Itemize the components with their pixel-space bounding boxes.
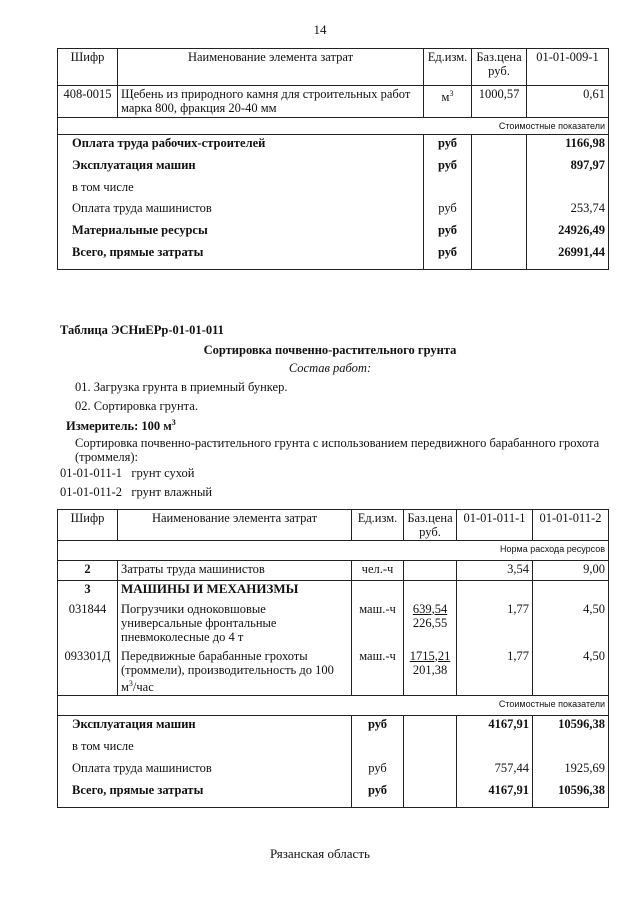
cost-value-1: 4167,91: [457, 782, 533, 808]
table-row: [58, 244, 609, 270]
row-value-2: 4,50: [533, 648, 609, 696]
page-number: 14: [313, 22, 327, 37]
cost-value: 897,97: [527, 157, 609, 179]
header-norm-code: 01-01-009-1: [527, 49, 609, 86]
row-code: 031844: [58, 601, 118, 648]
row-unit: маш.-ч: [352, 648, 404, 696]
cost-unit: руб: [424, 222, 472, 244]
table-row: [58, 200, 609, 222]
cost-value-1: 4167,91: [457, 716, 533, 738]
cost-name: Эксплуатация машин: [58, 157, 424, 179]
cost-value: 1166,98: [527, 135, 609, 157]
header-name: Наименование элемента затрат: [118, 49, 424, 86]
header-name: Наименование элемента затрат: [118, 510, 352, 541]
table-row: [58, 738, 609, 760]
work-step: 01. Загрузка грунта в приемный бункер.: [75, 380, 288, 394]
table-row: [58, 648, 609, 696]
header-code: Шифр: [58, 510, 118, 541]
cost-unit: руб: [352, 782, 404, 808]
resource-code: 408-0015: [58, 86, 118, 118]
row-name: МАШИНЫ И МЕХАНИЗМЫ: [118, 581, 352, 601]
table-row: [58, 157, 609, 179]
row-name: Погрузчики одноковшовые универсальные фронтальные пневмоколесные до 4 т: [118, 601, 352, 648]
cost-unit: руб: [424, 244, 472, 270]
table-row: [58, 135, 609, 157]
row-code: 2: [58, 561, 118, 581]
resource-value: 0,61: [527, 86, 609, 118]
cost-name: Оплата труда машинистов: [58, 760, 352, 782]
table-row: [58, 561, 609, 581]
cost-value-2: 1925,69: [533, 760, 609, 782]
cost-name: Всего, прямые затраты: [58, 782, 352, 808]
table-title: Таблица ЭСНиЕРр-01-01-011: [60, 323, 224, 337]
cost-value: 26991,44: [527, 244, 609, 270]
cost-value-2: 10596,38: [533, 782, 609, 808]
row-name: Затраты труда машинистов: [118, 561, 352, 581]
cost-name: Оплата труда рабочих-строителей: [58, 135, 424, 157]
norm-label: Норма расхода ресурсов: [58, 541, 609, 561]
header-price: Баз.цена руб.: [404, 510, 457, 541]
table-row: [58, 782, 609, 808]
cost-value: 24926,49: [527, 222, 609, 244]
cost-value-2: 10596,38: [533, 716, 609, 738]
table-row: [58, 760, 609, 782]
composition-label: Состав работ:: [288, 361, 372, 375]
row-value-1: 3,54: [457, 561, 533, 581]
price-top: 1715,21: [409, 648, 451, 663]
table-row: [58, 716, 609, 738]
header-unit: Ед.изм.: [424, 49, 472, 86]
price-bottom: 226,55: [412, 615, 448, 630]
cost-name: Эксплуатация машин: [58, 716, 352, 738]
table-row: [58, 179, 609, 200]
row-value-2: 4,50: [533, 601, 609, 648]
header-unit: Ед.изм.: [352, 510, 404, 541]
cost-unit: руб: [352, 760, 404, 782]
resource-name: Щебень из природного камня для строительных работ марка 800, фракция 20-40 мм: [118, 86, 424, 118]
price-bottom: 201,38: [412, 662, 448, 677]
price-top: 639,54: [412, 601, 448, 616]
cost-name: в том числе: [58, 179, 424, 200]
cost-unit: руб: [424, 200, 472, 222]
table-row: [58, 222, 609, 244]
section-label: Стоимостные показатели: [58, 118, 609, 135]
resource-price: 1000,57: [472, 86, 527, 118]
header-norm-code: 01-01-011-2: [533, 510, 609, 541]
cost-name: Оплата труда машинистов: [58, 200, 424, 222]
header-price: Баз.цена руб.: [472, 49, 527, 86]
cost-table-2: [57, 509, 609, 808]
row-name: Передвижные барабанные грохоты (троммели), производительность до 100 $м^3$/час: [118, 648, 352, 696]
code-item: 01-01-011-2 грунт влажный: [60, 485, 213, 499]
cost-name: в том числе: [58, 738, 352, 760]
table-row: [58, 601, 609, 648]
work-step: 02. Сортировка грунта.: [75, 399, 198, 413]
row-value-1: 1,77: [457, 601, 533, 648]
cost-value: 253,74: [527, 200, 609, 222]
row-unit: чел.-ч: [352, 561, 404, 581]
table-row: [58, 86, 609, 118]
cost-name: Материальные ресурсы: [58, 222, 424, 244]
cost-name: Всего, прямые затраты: [58, 244, 424, 270]
row-value-1: 1,77: [457, 648, 533, 696]
description: Сортировка почвенно-растительного грунта с использованием передвижного барабанного грохота (троммеля):: [75, 436, 600, 464]
cost-unit: руб: [424, 157, 472, 179]
cost-unit: руб: [352, 716, 404, 738]
cost-unit: руб: [424, 135, 472, 157]
section-label: Стоимостные показатели: [58, 696, 609, 716]
table-row: [58, 581, 609, 601]
header-code: Шифр: [58, 49, 118, 86]
code-item: 01-01-011-1 грунт сухой: [60, 466, 195, 480]
meter: Измеритель: 100 $м^3$: [66, 418, 176, 434]
header-norm-code: 01-01-011-1: [457, 510, 533, 541]
footer-region: Рязанская область: [270, 846, 370, 861]
cost-value-1: 757,44: [457, 760, 533, 782]
row-value-2: 9,00: [533, 561, 609, 581]
row-code: 3: [58, 581, 118, 601]
row-unit: маш.-ч: [352, 601, 404, 648]
row-code: 093301Д: [58, 648, 118, 696]
cost-table-1: [57, 48, 609, 270]
section-heading: Сортировка почвенно-растительного грунта: [203, 343, 457, 357]
resource-unit: $м^3$: [424, 86, 472, 118]
